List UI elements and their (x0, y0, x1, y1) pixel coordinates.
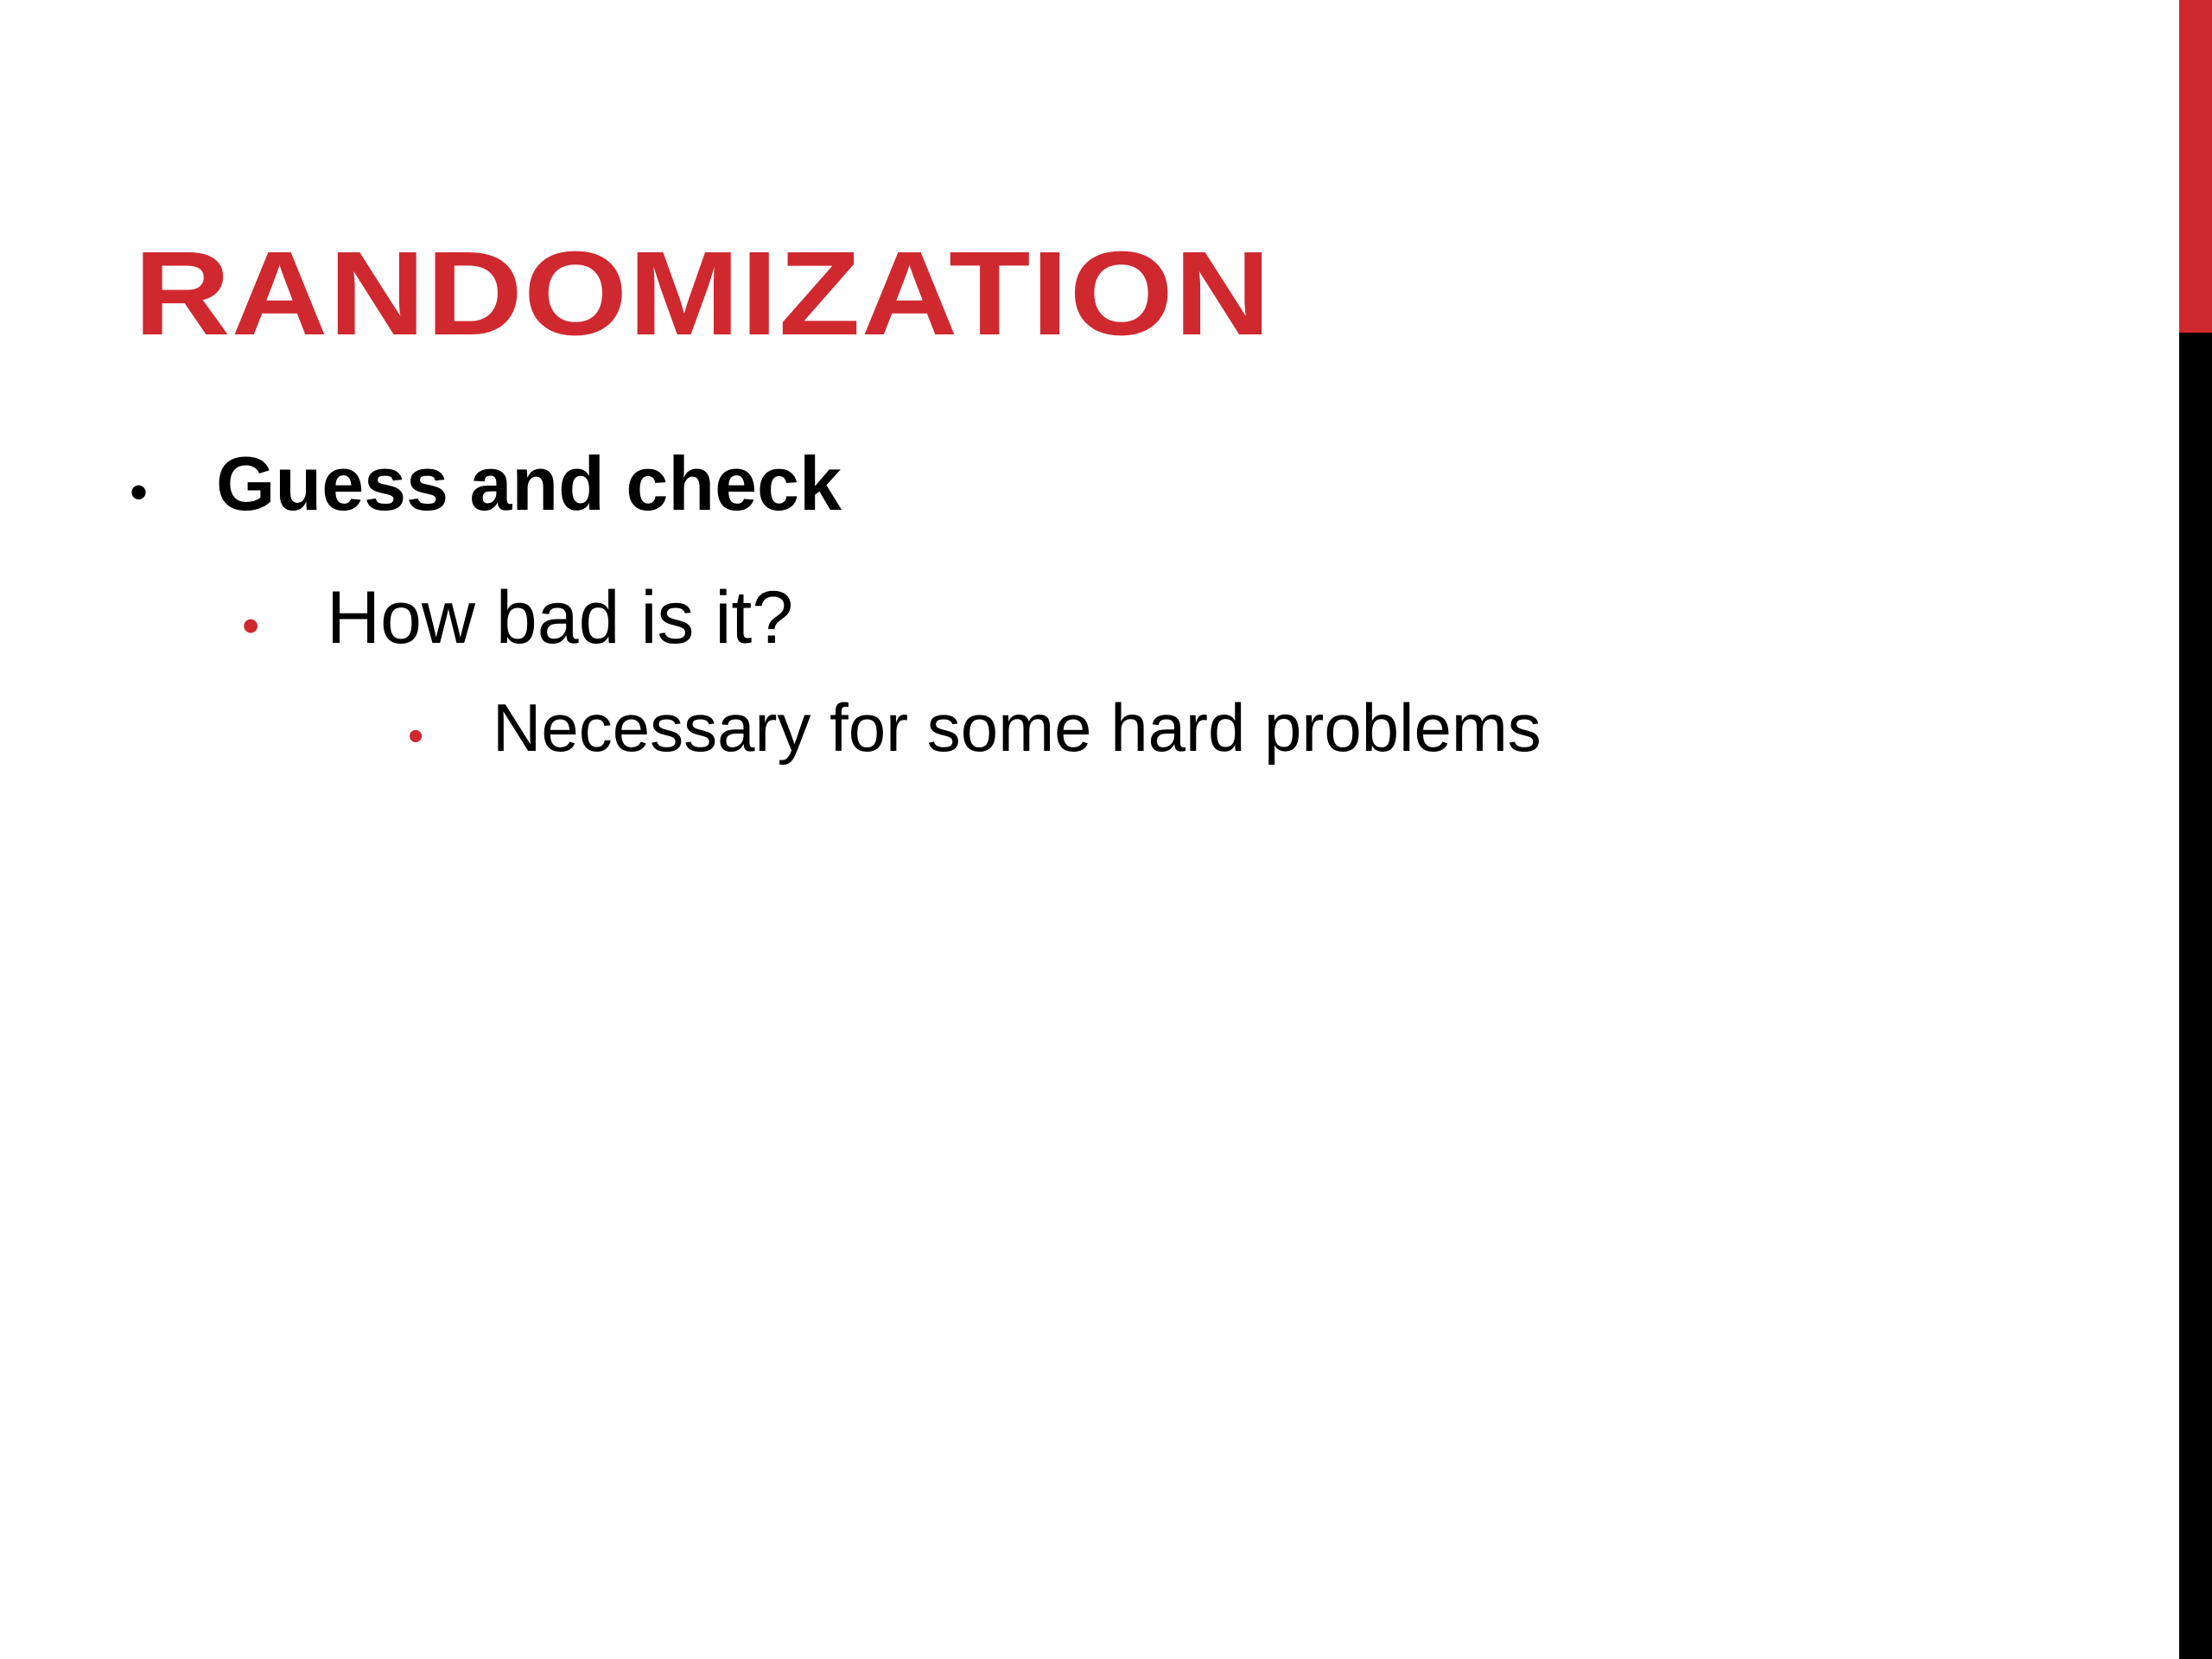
bullet-item-level-1 (130, 436, 842, 531)
bullet-text: Guess and check (216, 441, 842, 526)
bullet-item-level-3 (408, 684, 1541, 771)
side-accent-bar-red (2179, 0, 2212, 333)
slide-title: RANDOMIZATION (134, 227, 1272, 360)
side-accent-bar-black (2179, 333, 2212, 1659)
bullet-text: Necessary for some hard problems (493, 690, 1541, 766)
bullet-marker: • (408, 711, 424, 761)
bullet-marker: • (242, 598, 260, 654)
bullet-marker: • (130, 463, 149, 521)
bullet-text: How bad is it? (327, 576, 794, 659)
bullet-item-level-2 (242, 570, 793, 665)
